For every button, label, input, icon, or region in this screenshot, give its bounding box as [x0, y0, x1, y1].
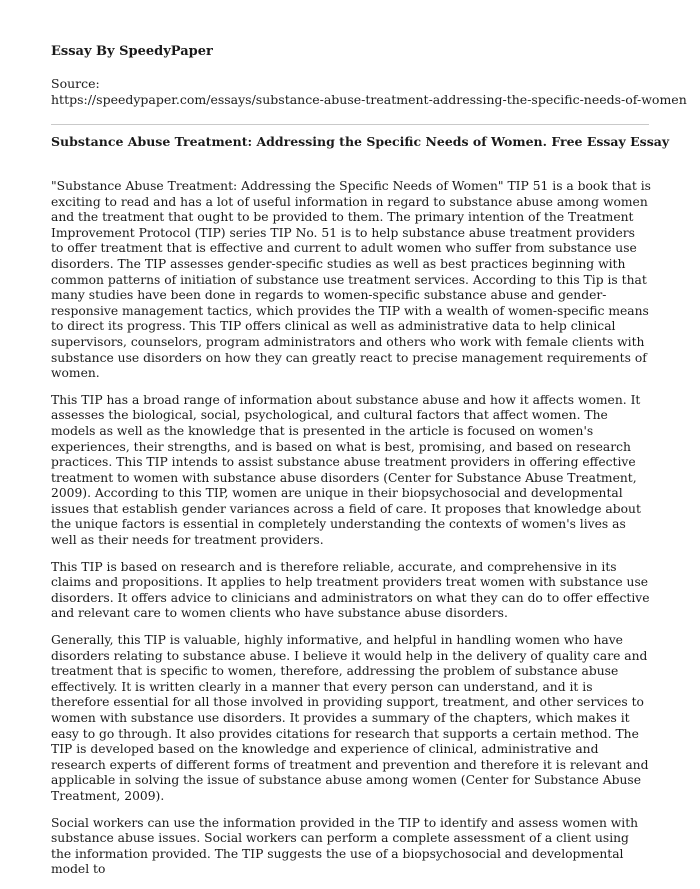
source-label: Source:: [51, 76, 100, 91]
essay-author-heading: Essay By SpeedyPaper: [51, 44, 213, 59]
paragraph: "Substance Abuse Treatment: Addressing the Specific Needs of Women" TIP 51 is a book that is exciting to read and has a lot of useful information in regard to substance abuse among women and the treatment that ought to be provided to them. The primary intention of the Treatment Improvement Protocol (TIP) series TIP No. 51 is to help substance abuse treatment providers to offer treatment that is effective and current to adult women who suffer from substance use disorders. The TIP assesses gender-specific studies as well as best practices beginning with common patterns of initiation of substance use treatment services. According to this Tip is that many studies have been done in regards to women-specific substance abuse and gender-responsive management tactics, which provides the TIP with a wealth of women-specific means to direct its progress. This TIP offers clinical as well as administrative data to help clinical supervisors, counselors, program administrators and others who work with female clients with substance use disorders on how they can greatly react to precise management requirements of women.: [51, 179, 651, 381]
essay-body: [51, 179, 651, 889]
paragraph: Social workers can use the information provided in the TIP to identify and assess women with substance abuse issues. Social workers can perform a complete assessment of a client using the information provided. The TIP suggests the use of a biopsychosocial and developmental model to: [51, 815, 639, 877]
header-divider: [51, 124, 649, 125]
essay-title: Substance Abuse Treatment: Addressing the Specific Needs of Women. Free Essay Essay: [51, 134, 670, 149]
paragraph: This TIP has a broad range of information about substance abuse and how it affects women. It assesses the biological, social, psychological, and cultural factors that affect women. The models as well as the knowledge that is presented in the article is focused on women's experiences, their strengths, and is based on what is best, promising, and based on research practices. This TIP intends to assist substance abuse treatment providers in offering effective treatment to women with substance abuse disorders (Center for Substance Abuse Treatment, 2009). According to this TIP, women are unique in their biopsychosocial and developmental issues that establish gender variances across a field of care. It proposes that knowledge about the unique factors is essential in completely understanding the contexts of women's lives as well as their needs for treatment providers.: [51, 392, 641, 548]
source-url: https://speedypaper.com/essays/substance-abuse-treatment-addressing-the-specific-needs-of-women: [51, 92, 687, 107]
paragraph: This TIP is based on research and is therefore reliable, accurate, and comprehensive in its claims and propositions. It applies to help treatment providers treat women with substance use disorders. It offers advice to clinicians and administrators on what they can do to offer effective and relevant care to women clients who have substance abuse disorders.: [51, 559, 650, 621]
paragraph: Generally, this TIP is valuable, highly informative, and helpful in handling women who have disorders relating to substance abuse. I believe it would help in the delivery of quality care and treatment that is specific to women, therefore, addressing the problem of substance abuse effectively. It is written clearly in a manner that every person can understand, and it is therefore essential for all those involved in providing support, treatment, and other services to women with substance use disorders. It provides a summary of the chapters, which makes it easy to go through. It also provides citations for research that supports a certain method. The TIP is developed based on the knowledge and experience of clinical, administrative and research experts of different forms of treatment and prevention and therefore it is relevant and applicable in solving the issue of substance abuse among women (Center for Substance Abuse Treatment, 2009).: [51, 633, 649, 803]
source-block: [51, 76, 687, 108]
